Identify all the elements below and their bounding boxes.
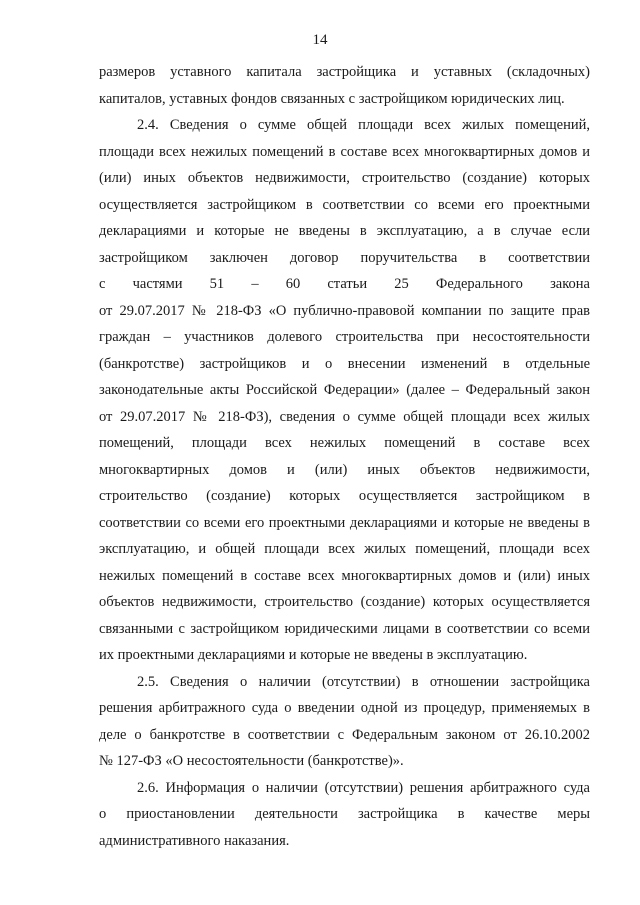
text-line: связанными с застройщиком юридическими лицами в соответствии со всеми bbox=[99, 620, 590, 637]
text-line: 2.6. Информация о наличии (отсутствии) решения арбитражного суда bbox=[137, 779, 590, 796]
text-line: их проектными декларациями и которые не введены в эксплуатацию. bbox=[99, 647, 528, 663]
text-line: капиталов, уставных фондов связанных с застройщиком юридических лиц. bbox=[99, 90, 565, 107]
text-line: размеров уставного капитала застройщика и уставных (складочных) bbox=[99, 64, 590, 80]
text-line: решения арбитражного суда о введении одной из процедур, применяемых в bbox=[99, 700, 590, 716]
paragraph-section-2-6 bbox=[99, 775, 590, 855]
text-line: деле о банкротстве в соответствии с Федеральным законом от 26.10.2002 bbox=[99, 726, 590, 743]
text-line: площади всех нежилых помещений в составе всех многоквартирных домов и bbox=[99, 143, 590, 160]
text-line: помещений, площади всех нежилых помещений в составе всех bbox=[99, 435, 590, 451]
paragraph-intro-continuation bbox=[99, 59, 590, 112]
text-line: от 29.07.2017 № 218-ФЗ «О публично-правовой компании по защите прав bbox=[99, 302, 590, 319]
text-line: объектов недвижимости, строительство (создание) которых осуществляется bbox=[99, 594, 590, 610]
text-line: о приостановлении деятельности застройщика в качестве меры bbox=[99, 806, 590, 822]
text-line: от 29.07.2017 № 218-ФЗ), сведения о сумме общей площади всех жилых bbox=[99, 408, 590, 425]
text-line: декларациями и которые не введены в эксплуатацию, а в случае если bbox=[99, 223, 590, 239]
text-line: застройщиком заключен договор поручительства в соответствии bbox=[99, 249, 590, 266]
text-line: с частями 51 – 60 статьи 25 Федерального закона bbox=[99, 276, 590, 292]
text-line: административного наказания. bbox=[99, 832, 290, 849]
text-line: строительство (создание) которых осуществляется застройщиком в bbox=[99, 488, 590, 504]
text-line: эксплуатацию, и общей площади всех жилых помещений, площади всех bbox=[99, 541, 590, 557]
text-line: законодательные акты Российской Федерации» (далее – Федеральный закон bbox=[99, 382, 590, 398]
text-line: 2.5. Сведения о наличии (отсутствии) в отношении застройщика bbox=[137, 673, 590, 690]
paragraph-section-2-5 bbox=[99, 669, 590, 775]
text-line: нежилых помещений в составе всех многоквартирных домов и (или) иных bbox=[99, 567, 590, 584]
text-line: многоквартирных домов и (или) иных объектов недвижимости, bbox=[99, 461, 590, 478]
paragraph-section-2-4 bbox=[99, 112, 590, 669]
text-line: (или) иных объектов недвижимости, строительство (создание) которых bbox=[99, 170, 590, 186]
text-line: осуществляется застройщиком в соответствии со всеми его проектными bbox=[99, 196, 590, 213]
text-line: граждан – участников долевого строительства при несостоятельности bbox=[99, 329, 590, 345]
text-line: (банкротстве) застройщиков и о внесении изменений в отдельные bbox=[99, 355, 590, 372]
document-body bbox=[99, 59, 590, 854]
text-line: № 127-ФЗ «О несостоятельности (банкротстве)». bbox=[99, 753, 404, 769]
page-number: 14 bbox=[312, 32, 328, 48]
text-line: соответствии со всеми его проектными декларациями и которые не введены в bbox=[99, 514, 590, 531]
text-line: 2.4. Сведения о сумме общей площади всех жилых помещений, bbox=[137, 117, 590, 133]
